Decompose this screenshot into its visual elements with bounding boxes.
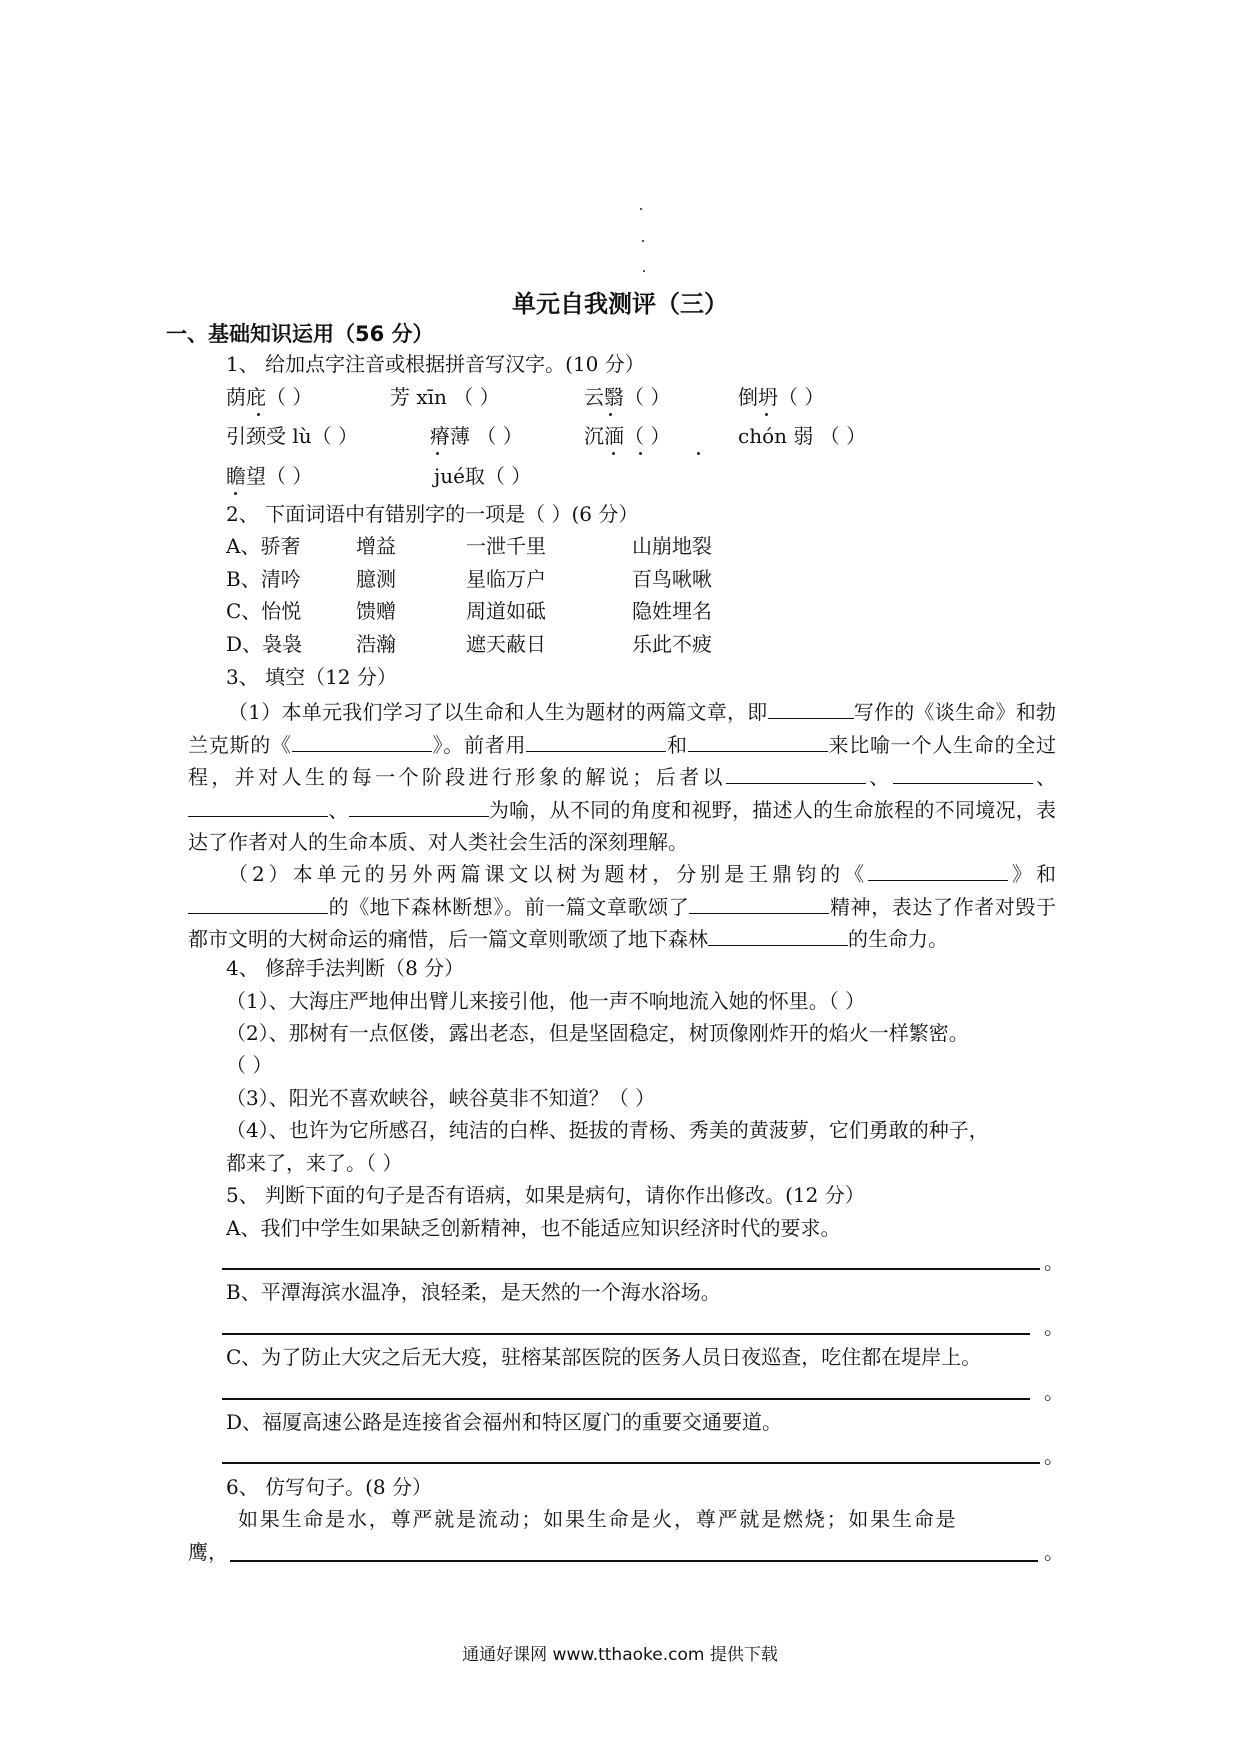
q6-completion-start: 鹰， <box>188 1540 228 1564</box>
q4-item: （1）、大海庄严地伸出臂儿来接引他，他一声不响地流入她的怀里。（ ） <box>226 989 866 1013</box>
q2-word: 臆测 <box>356 567 396 591</box>
answer-blank[interactable] <box>688 733 828 752</box>
scan-speck <box>640 208 642 210</box>
q4-item: （4）、也许为它所感召，纯洁的白桦、挺拔的青杨、秀美的黄菠萝，它们勇敢的种子， <box>226 1118 989 1142</box>
q2-word: 浩瀚 <box>356 632 396 656</box>
answer-blank[interactable] <box>768 700 854 719</box>
sentence-end-mark: 。 <box>1044 1315 1064 1339</box>
emphasis-dot <box>234 492 237 495</box>
q2-option-c: C、怡悦 <box>226 599 302 623</box>
q1-item: jué取（ ） <box>434 464 532 488</box>
q4-item: （3）、阳光不喜欢峡谷，峡谷莫非不知道？（ ） <box>226 1086 656 1110</box>
answer-line[interactable] <box>222 1462 1040 1464</box>
answer-blank[interactable] <box>726 765 866 784</box>
question-4-prompt: 4、 修辞手法判断（8 分） <box>226 956 465 980</box>
question-6-prompt: 6、 仿写句子。(8 分） <box>226 1475 432 1499</box>
emphasis-dot <box>612 452 615 455</box>
answer-blank[interactable] <box>893 765 1033 784</box>
q5-sentence-a: A、我们中学生如果缺乏创新精神，也不能适应知识经济时代的要求。 <box>226 1216 841 1240</box>
q2-word: 一泄千里 <box>466 534 546 558</box>
q5-sentence-d: D、福厦高速公路是连接省会福州和特区厦门的重要交通要道。 <box>226 1410 783 1434</box>
answer-blank[interactable] <box>349 798 489 817</box>
q1-item: 瘠薄 （ ） <box>430 424 523 448</box>
emphasis-dot <box>765 413 768 416</box>
q1-item: 瞻望（ ） <box>226 464 313 488</box>
q3-paragraph-2: （2）本单元的另外两篇课文以树为题材，分别是王鼎钧的《 》和的《地下森林断想》。前一篇文章歌颂了 精神，表达了作者对毁于都市文明的大树命运的痛惜，后一篇文章则歌颂了地下森林 的生命力。 <box>188 862 1057 951</box>
scan-speck <box>643 270 645 272</box>
q2-option-d: D、袅袅 <box>226 632 303 656</box>
q2-word: 遮天蔽日 <box>466 632 546 656</box>
q2-word: 增益 <box>356 534 396 558</box>
answer-blank[interactable] <box>708 927 848 946</box>
q2-word: 周道如砥 <box>466 599 546 623</box>
section-heading: 一、基础知识运用（56 分） <box>166 322 434 346</box>
q1-item: 云翳（ ） <box>584 385 671 409</box>
page-title: 单元自我测评（三） <box>512 290 728 318</box>
answer-blank[interactable] <box>188 895 328 914</box>
emphasis-dot <box>436 452 439 455</box>
q1-item: 倒坍（ ） <box>738 385 825 409</box>
answer-line[interactable] <box>230 1560 1038 1562</box>
q2-word: 山崩地裂 <box>632 534 712 558</box>
sentence-end-mark: 。 <box>1044 1250 1064 1274</box>
q2-word: 隐姓埋名 <box>632 599 712 623</box>
answer-line[interactable] <box>222 1333 1030 1335</box>
answer-blank[interactable] <box>868 862 1008 881</box>
emphasis-dot <box>609 413 612 416</box>
q4-item: （ ） <box>226 1053 273 1077</box>
q5-sentence-c: C、为了防止大灾之后无大疫，驻榕某部医院的医务人员日夜巡查，吃住都在堤岸上。 <box>226 1345 982 1369</box>
emphasis-dot <box>257 413 260 416</box>
q2-word: 乐此不疲 <box>632 632 712 656</box>
q5-sentence-b: B、平潭海滨水温净，浪轻柔，是天然的一个海水浴场。 <box>226 1280 721 1304</box>
scan-speck <box>642 240 644 242</box>
q2-option-b: B、清吟 <box>226 567 301 591</box>
answer-blank[interactable] <box>292 733 432 752</box>
question-1-prompt: 1、 给加点字注音或根据拼音写汉字。(10 分） <box>226 352 645 376</box>
q2-word: 星临万户 <box>466 567 546 591</box>
emphasis-dot <box>697 452 700 455</box>
q2-option-a: A、骄奢 <box>226 534 301 558</box>
answer-blank[interactable] <box>526 733 666 752</box>
q1-item: 引颈受 lù（ ） <box>226 424 358 448</box>
answer-line[interactable] <box>222 1398 1030 1400</box>
q4-item: （2）、那树有一点伛偻，露出老态，但是坚固稳定，树顶像刚炸开的焰火一样繁密。 <box>226 1021 969 1045</box>
q6-example-sentence: 如果生命是水，尊严就是流动；如果生命是火，尊严就是燃烧；如果生命是 <box>238 1507 958 1531</box>
answer-blank[interactable] <box>188 798 328 817</box>
page-footer: 通通好课网 www.tthaoke.com 提供下载 <box>462 1645 778 1665</box>
q1-item: 芳 xīn （ ） <box>390 385 500 409</box>
q2-word: 馈赠 <box>356 599 396 623</box>
answer-line[interactable] <box>222 1268 1040 1270</box>
question-5-prompt: 5、 判断下面的句子是否有语病，如果是病句，请你作出修改。(12 分） <box>226 1183 865 1207</box>
q1-item: chón 弱 （ ） <box>738 424 867 448</box>
q2-word: 百鸟啾啾 <box>632 567 712 591</box>
q1-item: 沉湎（ ） <box>584 424 671 448</box>
q3-paragraph-1: （1）本单元我们学习了以生命和人生为题材的两篇文章，即 写作的《谈生命》和勃兰克斯的《 》。前者用 和 来比喻一个人生命的全过程，并对人生的每一个阶段进行形象的解说；后者以 、 、、 为喻，从不同的角度和视野，描述人的生命旅程的不同境况，表达了作者对人的生命本质、对人类社会生活的深刻理解。 <box>188 700 1057 854</box>
q1-item: 荫庇（ ） <box>226 385 313 409</box>
question-2-prompt: 2、 下面词语中有错别字的一项是（ ）(6 分） <box>226 502 639 526</box>
sentence-end-mark: 。 <box>1044 1380 1064 1404</box>
sentence-end-mark: 。 <box>1044 1540 1064 1564</box>
q4-item: 都来了，来了。（ ） <box>226 1151 403 1175</box>
sentence-end-mark: 。 <box>1044 1444 1064 1468</box>
question-3-prompt: 3、 填空（12 分） <box>226 665 397 689</box>
emphasis-dot <box>639 452 642 455</box>
answer-blank[interactable] <box>689 895 829 914</box>
